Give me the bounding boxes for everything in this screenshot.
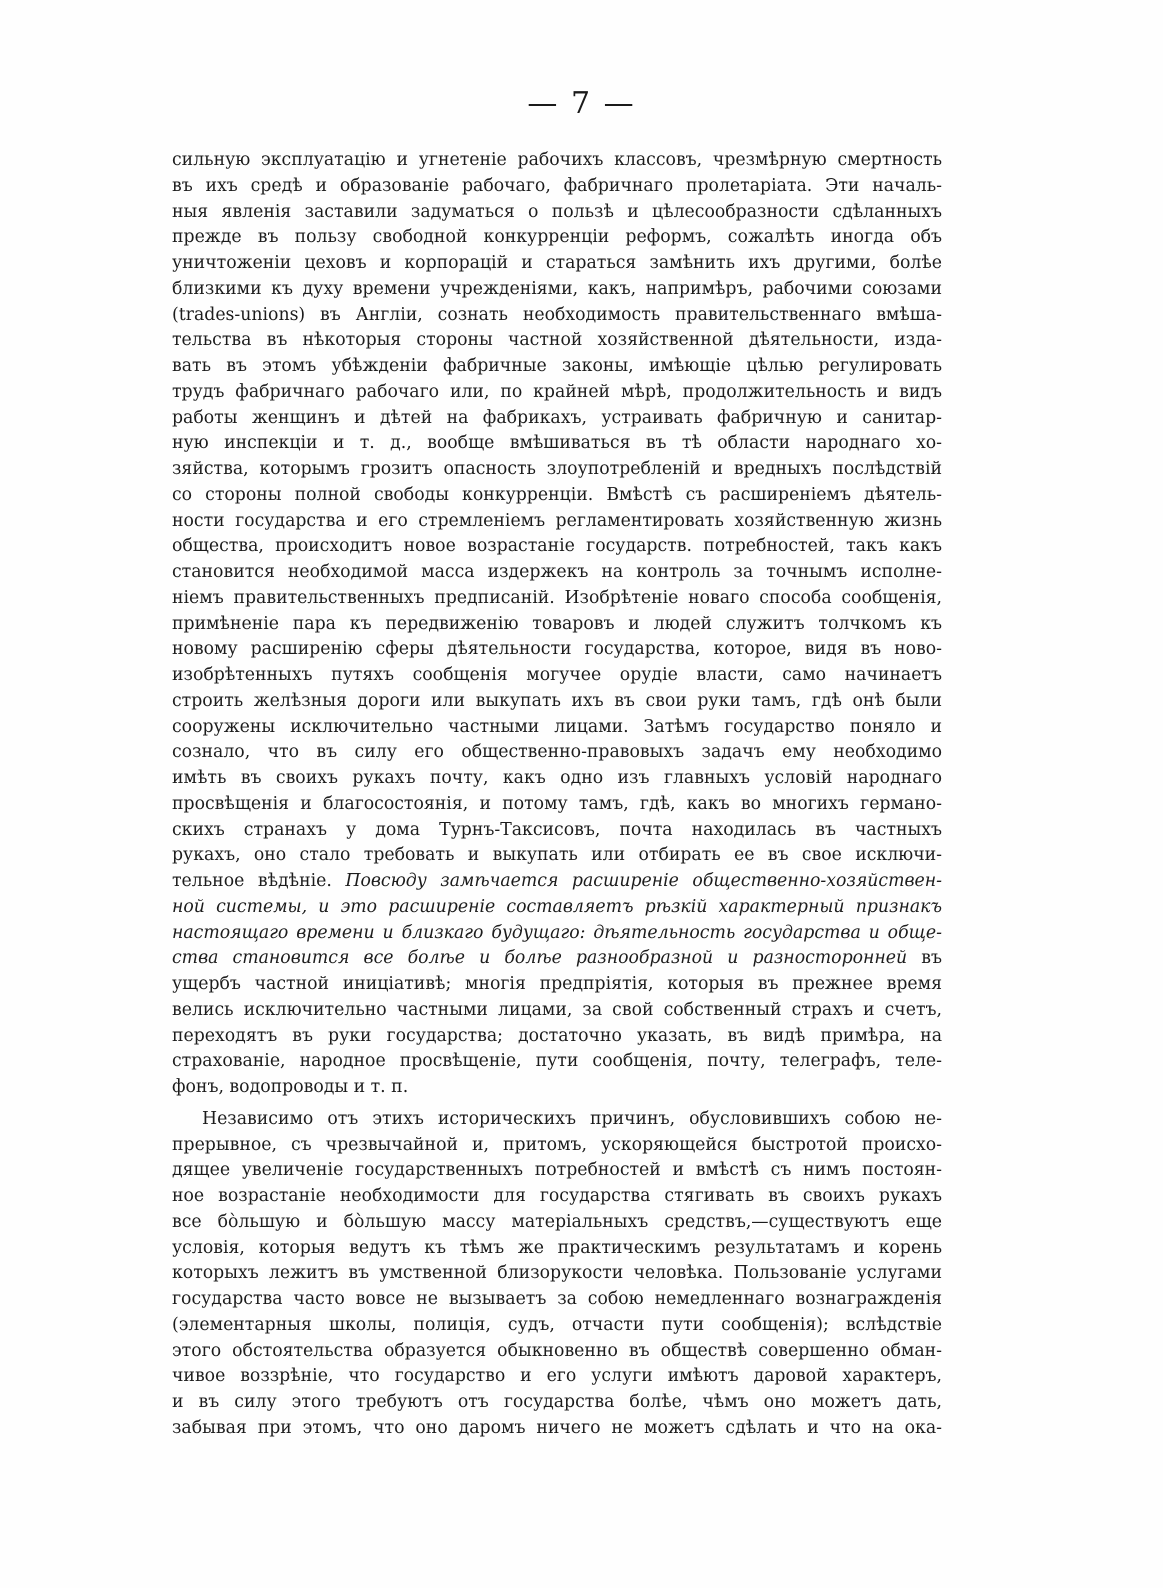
text-line: прерывное, съ чрезвычайной и, притомъ, ускоряющейся быстротой происхо-	[172, 1134, 942, 1155]
text-line: чивое воззрѣніе, что государство и его услуги имѣютъ даровой характеръ,	[172, 1366, 942, 1387]
text-line: которыхъ лежитъ въ умственной близорукости человѣка. Пользованіе услугами	[172, 1263, 942, 1284]
text-line: ніемъ правительственныхъ предписаній. Изобрѣтеніе новаго способа сообщенія,	[172, 587, 942, 608]
text-line: ныя явленія заставили задуматься о пользѣ и цѣлесообразности сдѣланныхъ	[172, 201, 942, 222]
text-line: (элементарныя школы, полиція, судъ, отчасти пути сообщенія); вслѣдствіе	[172, 1314, 942, 1335]
text-line: изобрѣтенныхъ путяхъ сообщенія могучее орудіе власти, само начинаетъ	[172, 665, 942, 685]
text-line: общества, происходитъ новое возрастаніе государств. потребностей, такъ какъ	[172, 536, 942, 557]
body-text	[172, 148, 942, 1442]
text-line: этого обстоятельства образуется обыкновенно въ обществѣ совершенно обман-	[172, 1340, 942, 1361]
text-line: работы женщинъ и дѣтей на фабрикахъ, устраивать фабричную и санитар-	[172, 407, 942, 428]
text-line: сооружены исключительно частными лицами. Затѣмъ государство поняло и	[172, 716, 942, 737]
text-line: все бо̀льшую и бо̀льшую массу матеріальныхъ средствъ,—существуютъ еще	[172, 1211, 942, 1232]
text-line: ную инспекціи и т. д., вообще вмѣшиваться въ тѣ области народнаго хо-	[172, 433, 942, 454]
text-line: имѣть въ своихъ рукахъ почту, какъ одно изъ главныхъ условій народнаго	[172, 768, 942, 788]
text-line: вать въ этомъ убѣжденіи фабричные законы, имѣющіе цѣлью регулировать	[172, 356, 942, 376]
text-line: тельства въ нѣкоторыя стороны частной хозяйственной дѣятельности, изда-	[172, 330, 942, 351]
text-line: трудъ фабричнаго рабочаго или, по крайней мѣрѣ, продолжительность и видъ	[172, 381, 942, 402]
text-line: становится необходимой масса издержекъ на контроль за точнымъ исполне-	[172, 562, 942, 582]
text-line: условія, которыя ведутъ къ тѣмъ же практическимъ результатамъ и корень	[172, 1237, 942, 1258]
text-line: близкими къ духу времени учрежденіями, какъ, напримѣръ, рабочими союзами	[172, 278, 942, 299]
text-line: скихъ странахъ у дома Турнъ-Таксисовъ, почта находилась въ частныхъ	[172, 819, 942, 840]
text-line: зяйства, которымъ грозитъ опасность злоупотребленій и вредныхъ послѣдствій	[172, 459, 942, 479]
paragraph-1	[172, 148, 942, 1101]
text-line: переходятъ въ руки государства; достаточно указать, въ видѣ примѣра, на	[172, 1025, 942, 1046]
text-line: фонъ, водопроводы и т. п.	[172, 1077, 409, 1097]
text-line: новому расширенію сферы дѣятельности государства, которое, видя въ ново-	[172, 639, 942, 660]
text-line: рукахъ, оно стало требовать и выкупать или отбирать ее въ свое исключи-	[172, 845, 942, 866]
text-line: со стороны полной свободы конкурренціи. Вмѣстѣ съ расширеніемъ дѣятель-	[172, 484, 942, 505]
italic-text-line: ной системы, и это расширеніе составляетъ рѣзкій характерный признакъ	[172, 896, 942, 917]
text-line: сильную эксплуатацію и угнетеніе рабочихъ классовъ, чрезмѣрную смертность	[172, 150, 942, 170]
text-line-mixed	[172, 869, 942, 895]
text-line: дящее увеличеніе государственныхъ потребностей и вмѣстѣ съ нимъ постоян-	[172, 1160, 942, 1181]
text-segment: въ	[907, 948, 942, 969]
italic-text-line: настоящаго времени и близкаго будущаго: дѣятельность государства и обще-	[172, 922, 942, 943]
text-segment: тельное вѣдѣніе.	[172, 871, 346, 891]
text-line: уничтоженіи цеховъ и корпорацій и стараться замѣнить ихъ другими, болѣе	[172, 253, 942, 273]
text-line: строить желѣзныя дороги или выкупать ихъ въ свои руки тамъ, гдѣ онѣ были	[172, 690, 942, 711]
text-line: ное возрастаніе необходимости для государства стягивать въ своихъ рукахъ	[172, 1186, 942, 1206]
italic-emphasis: ства становится все болѣе и болѣе разнообразной и разносторонней	[172, 948, 908, 969]
text-line: ности государства и его стремленіемъ регламентировать хозяйственную жизнь	[172, 510, 942, 531]
text-line-mixed	[172, 946, 942, 972]
paragraph-2	[172, 1107, 942, 1442]
text-line: страхованіе, народное просвѣщеніе, пути сообщенія, почту, телеграфъ, теле-	[172, 1051, 942, 1072]
text-line: просвѣщенія и благосостоянія, и потому тамъ, гдѣ, какъ во многихъ германо-	[172, 793, 942, 814]
text-line: Независимо отъ этихъ историческихъ причинъ, обусловившихъ собою не-	[202, 1108, 942, 1129]
italic-emphasis: Повсюду замѣчается расширеніе общественно-хозяйствен-	[345, 871, 942, 891]
page-number: — 7 —	[527, 86, 636, 121]
text-line: забывая при этомъ, что оно даромъ ничего не можетъ сдѣлать и что на ока-	[172, 1417, 942, 1438]
text-line: государства часто вовсе не вызываетъ за собою немедленнаго вознагражденія	[172, 1289, 942, 1309]
text-line: въ ихъ средѣ и образованіе рабочаго, фабричнаго пролетаріата. Эти началь-	[172, 175, 942, 196]
text-line: (trades-unions) въ Англіи, сознать необходимость правительственнаго вмѣша-	[172, 304, 942, 325]
text-line: примѣненіе пара къ передвиженію товаровъ и людей служитъ толчкомъ къ	[172, 613, 942, 634]
text-line: и въ силу этого требуютъ отъ государства болѣе, чѣмъ оно можетъ дать,	[172, 1392, 942, 1412]
text-line: прежде въ пользу свободной конкурренціи реформъ, сожалѣть иногда объ	[172, 227, 942, 248]
text-line: сознало, что въ силу его общественно-правовыхъ задачъ ему необходимо	[172, 742, 942, 763]
text-line: велись исключительно частными лицами, за свой собственный страхъ и счетъ,	[172, 999, 942, 1020]
text-line: ущербъ частной иниціативѣ; многія предпріятія, которыя въ прежнее время	[172, 974, 942, 994]
